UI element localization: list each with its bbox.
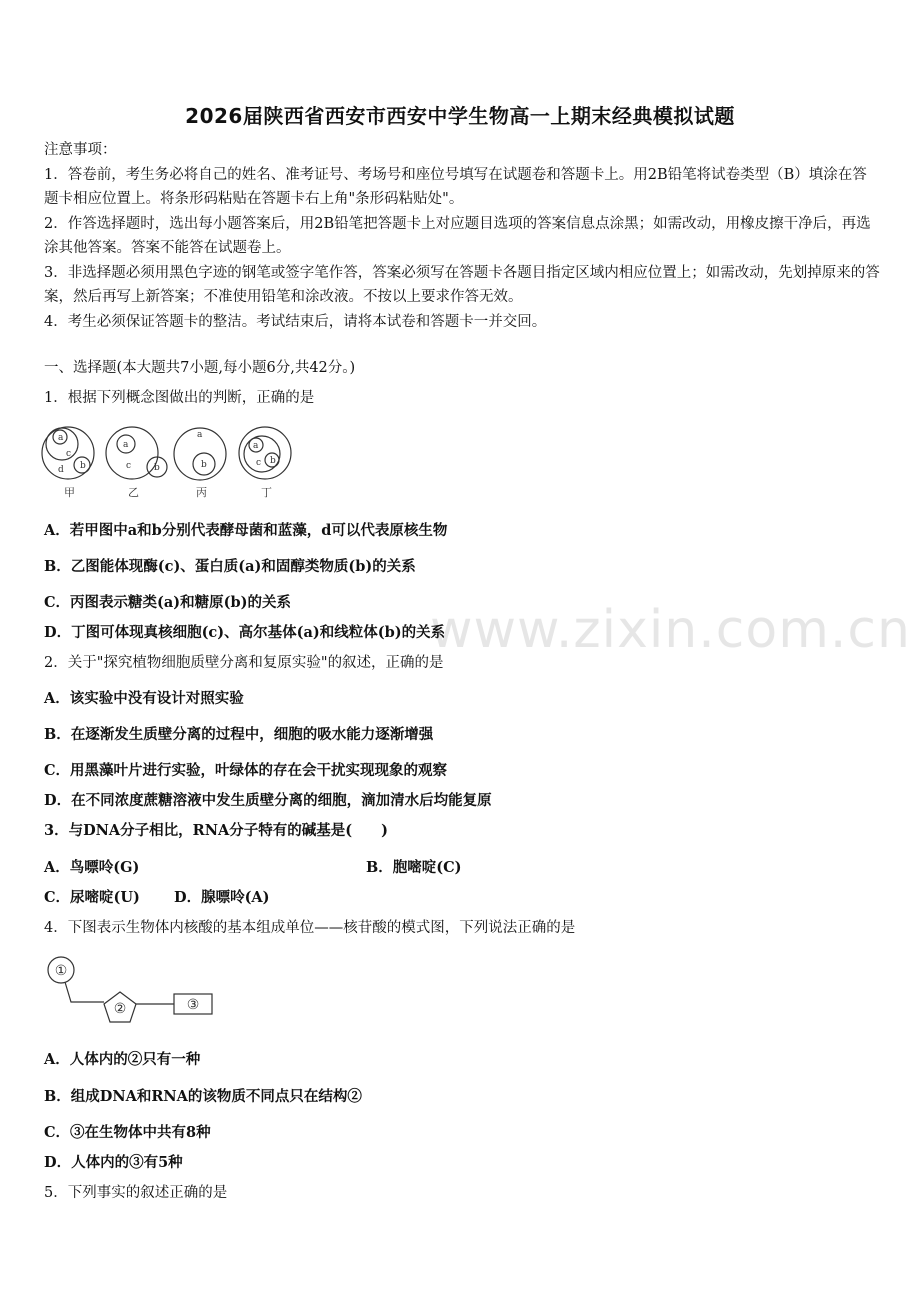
notes-section <box>44 138 880 334</box>
question-5-stem: 5．下列事实的叙述正确的是 <box>44 1185 228 1201</box>
diagram-label-bing: 丙 <box>196 486 207 499</box>
nucleotide-figure <box>40 952 220 1028</box>
question-3-option-c: C．尿嘧啶(U) <box>44 889 140 906</box>
watermark: www.zixin.com.cn <box>430 600 911 660</box>
diagram-label-jia: 甲 <box>64 486 75 499</box>
label-b: b <box>154 463 160 473</box>
question-3-option-b: B．胞嘧啶(C) <box>366 859 462 876</box>
label-c: c <box>256 458 262 468</box>
question-1-option-a: A．若甲图中a和b分别代表酵母菌和蓝藻，d可以代表原核生物 <box>44 522 448 539</box>
question-2-stem: 2．关于"探究植物细胞质壁分离和复原实验"的叙述，正确的是 <box>44 655 444 671</box>
diagram-label-yi: 乙 <box>128 486 139 499</box>
label-b: b <box>201 460 207 470</box>
question-2-option-a: A．该实验中没有设计对照实验 <box>44 690 244 707</box>
question-1-option-c: C．丙图表示糖类(a)和糖原(b)的关系 <box>44 594 292 611</box>
label-c: c <box>126 461 132 471</box>
label-phosphate: ① <box>54 963 68 979</box>
question-1-stem: 1．根据下列概念图做出的判断，正确的是 <box>44 390 315 406</box>
question-2-option-d: D．在不同浓度蔗糖溶液中发生质壁分离的细胞，滴加清水后均能复原 <box>44 792 492 809</box>
notes-heading: 注意事项： <box>44 142 117 158</box>
question-4-option-b: B．组成DNA和RNA的该物质不同点只在结构② <box>44 1088 362 1105</box>
label-c: c <box>66 449 72 459</box>
label-pentose: ② <box>113 1001 127 1017</box>
note-item: 2．作答选择题时，选出每小题答案后，用2B铅笔把答题卡上对应题目选项的答案信息点涂黑；如需改动，用橡皮擦干净后，再选涂其他答案。答案不能答在试题卷上。 <box>44 215 871 256</box>
question-3-option-d: D．腺嘌呤(A) <box>174 889 270 906</box>
question-3-stem: 3．与DNA分子相比，RNA分子特有的碱基是( ) <box>44 822 388 839</box>
question-1-option-d: D．丁图可体现真核细胞(c)、高尔基体(a)和线粒体(b)的关系 <box>44 624 446 641</box>
note-item: 3．非选择题必须用黑色字迹的钢笔或签字笔作答，答案必须写在答题卡各题目指定区域内相应位置上；如需改动，先划掉原来的答案，然后再写上新答案；不准使用铅笔和涂改液。不按以上要求作答无效。 <box>44 264 880 305</box>
phosphate-link <box>65 982 104 1002</box>
note-item: 4．考生必须保证答题卡的整洁。考试结束后，请将本试卷和答题卡一并交回。 <box>44 313 547 330</box>
section-heading: 一、选择题(本大题共7小题,每小题6分,共42分。) <box>44 360 356 376</box>
note-item: 1．答卷前，考生务必将自己的姓名、准考证号、考场号和座位号填写在试题卷和答题卡上。用2B铅笔将试卷类型（B）填涂在答题卡相应位置上。将条形码粘贴在答题卡右上角"条形码粘贴处"。 <box>44 166 867 207</box>
label-a: a <box>253 441 259 451</box>
label-b: b <box>80 461 86 471</box>
concept-map-figure <box>40 420 300 502</box>
label-a: a <box>58 433 64 443</box>
label-b: b <box>270 456 276 466</box>
page-title: 2026届陕西省西安市西安中学生物高一上期末经典模拟试题 <box>185 104 735 128</box>
question-4-option-d: D．人体内的③有5种 <box>44 1154 183 1171</box>
question-2-option-b: B．在逐渐发生质壁分离的过程中，细胞的吸水能力逐渐增强 <box>44 726 434 743</box>
label-d: d <box>58 465 64 475</box>
question-3-option-a: A．鸟嘌呤(G) <box>44 859 140 876</box>
question-1-option-b: B．乙图能体现酶(c)、蛋白质(a)和固醇类物质(b)的关系 <box>44 558 416 575</box>
question-4-option-a: A．人体内的②只有一种 <box>44 1051 201 1068</box>
question-4-option-c: C．③在生物体中共有8种 <box>44 1124 211 1141</box>
question-2-option-c: C．用黑藻叶片进行实验，叶绿体的存在会干扰实现现象的观察 <box>44 762 448 779</box>
question-4-stem: 4．下图表示生物体内核酸的基本组成单位——核苷酸的模式图，下列说法正确的是 <box>44 920 576 936</box>
label-base: ③ <box>186 997 200 1013</box>
diagram-label-ding: 丁 <box>261 486 272 499</box>
diagram-yi-outer-circle <box>106 427 158 479</box>
label-a: a <box>123 440 129 450</box>
label-a: a <box>197 430 203 440</box>
